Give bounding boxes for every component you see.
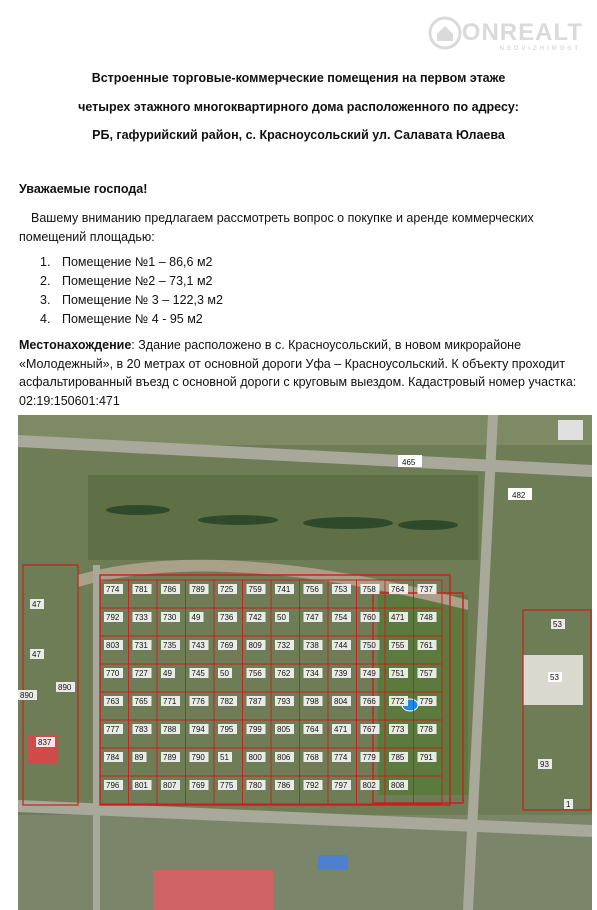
plot-label: 774 — [334, 753, 348, 762]
plot-label: 49 — [191, 613, 201, 622]
plot-label: 786 — [163, 585, 177, 594]
watermark-subtext: NEDVIZHIMOST — [499, 46, 581, 52]
plot-label: 739 — [334, 669, 348, 678]
road-label-465: 465 — [402, 458, 416, 467]
plot-label: 798 — [305, 697, 319, 706]
cadastral-map-svg — [18, 415, 592, 910]
plot-label: 765 — [134, 697, 148, 706]
plot-label: 749 — [362, 669, 376, 678]
plot-label: 774 — [106, 585, 120, 594]
plot-label: 733 — [134, 613, 148, 622]
plot-label: 731 — [134, 641, 148, 650]
plot-label: 767 — [362, 725, 376, 734]
plot-label: 789 — [191, 585, 205, 594]
plot-label: 761 — [419, 641, 433, 650]
premise-number: 1. — [40, 255, 51, 269]
plot-label: 770 — [106, 669, 120, 678]
plot-label: 734 — [305, 669, 319, 678]
plot-label: 745 — [191, 669, 205, 678]
premise-text: Помещение №2 – 73,1 м2 — [62, 274, 213, 288]
plot-label: 779 — [362, 753, 376, 762]
plot-label: 1 — [566, 800, 571, 809]
title-line-3: РБ, гафурийский район, с. Красноусольский ул. Салавата Юлаева — [92, 128, 505, 142]
plot-label: 779 — [419, 697, 433, 706]
plot-label: 809 — [248, 641, 262, 650]
onrealt-watermark — [428, 16, 583, 50]
plot-label: 735 — [163, 641, 177, 650]
plot-label: 837 — [38, 738, 52, 747]
plot-label: 727 — [134, 669, 148, 678]
plot-label: 799 — [248, 725, 262, 734]
plot-label: 754 — [334, 613, 348, 622]
plot-label: 782 — [220, 697, 234, 706]
plot-label: 778 — [419, 725, 433, 734]
plot-label: 776 — [191, 697, 205, 706]
plot-label: 790 — [191, 753, 205, 762]
plot-label: 47 — [32, 650, 41, 659]
plot-label: 51 — [220, 753, 229, 762]
plot-label: 806 — [277, 753, 291, 762]
plot-label: 783 — [134, 725, 148, 734]
premise-number: 3. — [40, 293, 51, 307]
plot-label: 775 — [220, 781, 234, 790]
location-text: : Здание расположено в с. Красноусольский, в новом микрорайоне «Молодежный», в 20 метрах от основной дороги Уфа – Красноусольский. К объекту проходит асфальтированный въезд с основной дороги с круговым выездом. Кадастровый номер участка: 02:19:150601:471 — [19, 338, 577, 408]
plot-label: 760 — [362, 613, 376, 622]
house-icon — [428, 16, 462, 50]
plot-label: 747 — [305, 613, 319, 622]
plot-label: 49 — [163, 669, 172, 678]
plot-label: 762 — [277, 669, 291, 678]
plot-label: 730 — [163, 613, 177, 622]
left-road — [93, 565, 100, 910]
plot-label: 741 — [277, 585, 291, 594]
plot-label: 764 — [391, 585, 405, 594]
location-paragraph — [19, 336, 579, 410]
premise-text: Помещение №1 – 86,6 м2 — [62, 255, 213, 269]
plot-label: 801 — [134, 781, 148, 790]
plot-label: 772 — [391, 697, 405, 706]
plot-label: 785 — [391, 753, 405, 762]
premise-item — [40, 312, 223, 331]
plot-label: 807 — [163, 781, 177, 790]
watermark-text: ONREALT — [461, 19, 583, 46]
location-label: Местонахождение — [19, 338, 132, 352]
plot-label: 471 — [334, 725, 348, 734]
plot-label: 796 — [106, 781, 120, 790]
plot-label: 471 — [391, 613, 405, 622]
premise-item — [40, 255, 223, 274]
plot-label: 53 — [553, 620, 562, 629]
plot-label: 786 — [277, 781, 291, 790]
plot-label: 771 — [163, 697, 177, 706]
plot-label: 737 — [419, 585, 433, 594]
plot-label: 732 — [277, 641, 291, 650]
plot-label: 788 — [163, 725, 177, 734]
premise-text: Помещение № 4 - 95 м2 — [62, 312, 203, 326]
plot-label: 763 — [106, 697, 120, 706]
plot-label: 769 — [191, 781, 205, 790]
title-line-2: четырех этажного многоквартирного дома расположенного по адресу: — [78, 100, 519, 114]
building-ne — [558, 420, 583, 440]
plot-label: 757 — [419, 669, 433, 678]
plot-label: 804 — [334, 697, 348, 706]
cadastral-map — [18, 415, 592, 910]
plot-label: 756 — [248, 669, 262, 678]
plot-label: 803 — [106, 641, 120, 650]
plot-label: 764 — [305, 725, 319, 734]
field-strip — [88, 475, 478, 560]
premise-number: 4. — [40, 312, 51, 326]
plot-label: 53 — [550, 673, 559, 682]
building-blue — [318, 855, 348, 870]
plot-label: 787 — [248, 697, 262, 706]
plot-label: 751 — [391, 669, 405, 678]
plot-label: 802 — [362, 781, 376, 790]
plot-label: 777 — [106, 725, 120, 734]
plot-label: 742 — [248, 613, 262, 622]
plot-label: 756 — [305, 585, 319, 594]
plot-label: 753 — [334, 585, 348, 594]
premise-text: Помещение № 3 – 122,3 м2 — [62, 293, 223, 307]
plot-label: 793 — [277, 697, 291, 706]
road-label-482: 482 — [512, 491, 526, 500]
title-line-1: Встроенные торговые-коммерческие помещения на первом этаже — [91, 71, 506, 85]
plot-label: 808 — [391, 781, 405, 790]
plot-label: 784 — [106, 753, 120, 762]
building-bottom — [153, 870, 273, 910]
premise-number: 2. — [40, 274, 51, 288]
plot-label: 748 — [419, 613, 433, 622]
plot-label: 805 — [277, 725, 291, 734]
plot-label: 766 — [362, 697, 376, 706]
plot-label: 93 — [540, 760, 549, 769]
plot-label: 773 — [391, 725, 405, 734]
plot-label: 792 — [106, 613, 120, 622]
plot-label: 890 — [58, 683, 72, 692]
plot-label: 794 — [191, 725, 205, 734]
plot-label: 795 — [220, 725, 234, 734]
field-right-lot — [378, 595, 468, 795]
plot-label: 791 — [419, 753, 433, 762]
plot-label: 89 — [134, 753, 144, 762]
plot-label: 738 — [305, 641, 319, 650]
plot-label: 781 — [134, 585, 148, 594]
plot-label: 750 — [362, 641, 376, 650]
plot-label: 890 — [20, 691, 34, 700]
plot-label: 744 — [334, 641, 348, 650]
plot-label: 725 — [220, 585, 234, 594]
intro-paragraph: Вашему вниманию предлагаем рассмотреть вопрос о покупке и аренде коммерческих помещений площадью: — [19, 211, 534, 244]
plot-label: 47 — [32, 600, 41, 609]
plot-label: 755 — [391, 641, 405, 650]
plot-label: 736 — [220, 613, 234, 622]
plot-label: 758 — [362, 585, 376, 594]
plot-label: 759 — [248, 585, 262, 594]
plot-label: 789 — [163, 753, 177, 762]
plot-label: 800 — [248, 753, 262, 762]
premises-list — [40, 255, 223, 331]
plot-label: 797 — [334, 781, 348, 790]
plot-label: 768 — [305, 753, 319, 762]
plot-label: 743 — [191, 641, 205, 650]
plot-label: 780 — [248, 781, 262, 790]
plot-label: 769 — [220, 641, 234, 650]
plot-label: 50 — [277, 613, 286, 622]
premise-item — [40, 274, 223, 293]
plot-label: 50 — [220, 669, 229, 678]
plot-label: 792 — [305, 781, 319, 790]
premise-item — [40, 293, 223, 312]
greeting: Уважаемые господа! — [19, 182, 148, 196]
